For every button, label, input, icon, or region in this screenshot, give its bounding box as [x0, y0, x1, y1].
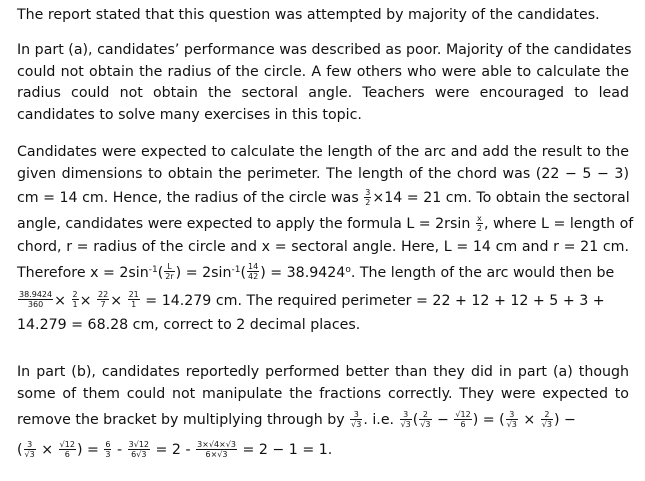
fraction-22-over-7 — [97, 290, 109, 309]
denominator: √3 — [24, 449, 35, 459]
numerator: 3 — [24, 440, 36, 450]
text-segment: = 2 − 1 = 1. — [237, 442, 333, 458]
paren: ( — [240, 264, 246, 281]
denominator: √3 — [400, 419, 411, 429]
denominator: 6 — [64, 449, 70, 459]
denominator: 6 — [460, 419, 466, 429]
degree-symbol: o — [345, 264, 351, 275]
denominator: 1 — [131, 300, 137, 309]
text-segment: × — [518, 412, 540, 428]
text-segment: ( — [17, 442, 23, 458]
text-line: candidates to solve many exercises in this topic. — [17, 106, 362, 123]
fraction-x-over-2 — [476, 214, 483, 233]
denominator: 1 — [72, 300, 78, 309]
paragraph-part-a-performance — [17, 40, 632, 126]
paren: ) — [175, 264, 182, 281]
numerator: 21 — [128, 290, 139, 299]
denominator: 42 — [248, 272, 259, 281]
text-segment: = 2 - — [151, 442, 196, 458]
numerator: 38.9424 — [19, 290, 53, 299]
fraction-root12-over-6 — [454, 410, 471, 429]
numerator: 3 — [350, 410, 362, 420]
text-segment: ) = ( — [472, 412, 505, 428]
text-line: chord, r = radius of the circle and x = sectoral angle. Here, L = 14 cm and r = 21 cm. — [17, 239, 629, 255]
text-line — [17, 405, 629, 435]
text-line — [17, 211, 634, 237]
text-line: some of them could not manipulate the fractions correctly. They were expected to — [17, 385, 629, 402]
numerator: √12 — [455, 409, 471, 419]
numerator: 2 — [72, 290, 78, 299]
text-segment: × — [110, 292, 127, 309]
text-segment: = 2sin — [185, 264, 232, 281]
denominator: 6√3 — [131, 449, 147, 459]
paren: ) — [260, 264, 266, 281]
text-segment: ) = — [76, 442, 104, 458]
text-line — [17, 435, 629, 465]
text-segment: - — [112, 442, 127, 458]
denominator: 2r — [165, 272, 174, 281]
denominator: 6×√3 — [205, 449, 228, 459]
denominator: √3 — [351, 419, 362, 429]
numerator: √12 — [59, 439, 75, 449]
text-line: The report stated that this question was attempted by majority of the candidates. — [17, 7, 600, 23]
inverse-superscript: -1 — [148, 264, 158, 275]
text-segment: , where L = length of — [483, 216, 634, 232]
numerator: 3 — [506, 410, 518, 420]
numerator: 2 — [541, 410, 553, 420]
numerator: 3 — [365, 187, 371, 197]
denominator: √3 — [420, 419, 431, 429]
denominator: 3 — [105, 449, 111, 459]
numerator: L — [164, 262, 174, 272]
numerator: 6 — [105, 439, 111, 449]
text-segment: × — [54, 292, 71, 309]
text-segment: Therefore x = 2sin — [17, 264, 149, 281]
numerator: 2 — [419, 410, 431, 420]
text-line: given dimensions to obtain the perimeter. The length of the chord was (22 − 5 − 3) — [17, 165, 629, 182]
text-segment: cm = 14 cm. Hence, the radius of the circle was — [17, 190, 364, 206]
text-segment: = 38.9424 — [270, 264, 346, 281]
denominator: 2 — [476, 223, 482, 233]
text-segment: . The length of the arc would then be — [350, 264, 615, 281]
numerator: 3√12 — [128, 439, 149, 449]
fraction-6-over-3 — [104, 440, 111, 459]
fraction-14-over-42 — [247, 262, 259, 281]
text-line: Candidates were expected to calculate the length of the arc and add the result to the — [17, 144, 629, 160]
paragraph-part-b — [17, 362, 629, 465]
fraction-3-over-root3 — [24, 440, 36, 459]
text-segment: × — [79, 292, 96, 309]
text-line — [17, 185, 629, 211]
fraction-root12-over-6 — [59, 440, 76, 459]
fraction-21-over-1 — [128, 290, 140, 309]
denominator: 7 — [100, 300, 106, 309]
text-segment: remove the bracket by multiplying through by — [17, 412, 350, 428]
fraction-2-over-root3 — [541, 410, 553, 429]
text-line: 14.279 = 68.28 cm, correct to 2 decimal places. — [17, 316, 361, 333]
fraction-angle-over-360 — [18, 290, 53, 309]
fraction-3root12-over-6root3 — [128, 440, 150, 459]
text-line: could not obtain the radius of the circle. A few others who were able to calculate the — [17, 63, 629, 80]
fraction-L-over-2r — [164, 262, 174, 281]
text-line — [17, 259, 629, 287]
text-segment: . i.e. — [363, 412, 399, 428]
fraction-3-over-root3 — [350, 410, 362, 429]
fraction-long-product — [196, 440, 237, 459]
fraction-3-over-root3 — [400, 410, 412, 429]
text-segment: ( — [412, 412, 419, 428]
text-line: In part (a), candidates’ performance was described as poor. Majority of the candidates — [17, 42, 632, 58]
paren: ( — [157, 264, 164, 281]
fraction-3-over-root3 — [506, 410, 518, 429]
paragraph-part-a-solution — [17, 142, 634, 336]
inverse-superscript: -1 — [231, 264, 241, 275]
text-segment: = 14.279 cm. The required perimeter = 22 + 12 + 12 + 5 + 3 + — [145, 292, 605, 309]
numerator: 14 — [248, 262, 259, 271]
numerator: 3 — [400, 410, 412, 420]
paragraph-intro — [17, 5, 629, 27]
numerator: x — [477, 213, 482, 223]
denominator: 360 — [27, 300, 44, 309]
text-segment: ) − — [553, 412, 576, 428]
text-segment: × — [36, 442, 58, 458]
denominator: 2 — [365, 197, 371, 207]
denominator: √3 — [541, 419, 552, 429]
text-line: In part (b), candidates reportedly performed better than they did in part (a) though — [17, 364, 629, 380]
text-segment: ×14 = 21 cm. To obtain the sectoral — [372, 190, 630, 206]
fraction-3-over-2 — [364, 188, 371, 207]
fraction-2-over-1 — [72, 290, 79, 309]
text-segment: − — [432, 412, 454, 428]
text-line: radius could not obtain the sectoral angle. Teachers were encouraged to lead — [17, 85, 629, 101]
text-segment: angle, candidates were expected to apply the formula L = 2rsin — [17, 216, 475, 232]
fraction-2-over-root3 — [419, 410, 431, 429]
denominator: √3 — [506, 419, 517, 429]
numerator: 22 — [98, 290, 109, 299]
numerator: 3×√4×√3 — [197, 439, 236, 449]
text-line — [17, 287, 629, 315]
